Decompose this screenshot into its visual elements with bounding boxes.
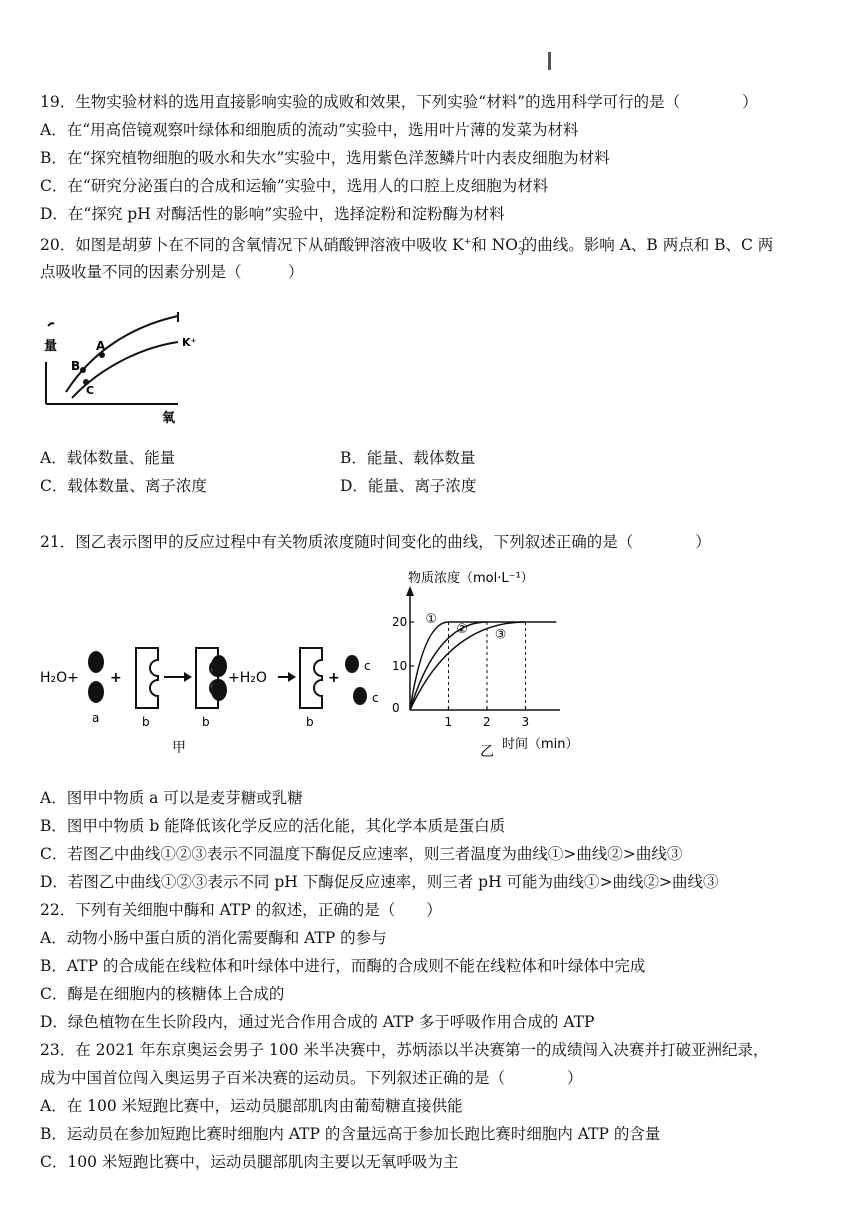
no3-curve	[66, 316, 178, 392]
x-tick-2: 2	[483, 715, 491, 729]
q20-option-b: B．能量、载体数量	[340, 449, 476, 467]
q20-option-c: C．载体数量、离子浓度	[40, 477, 207, 495]
q19-stem: 19．生物实验材料的选用直接影响实验的成败和效果，下列实验“材料”的选用科学可行的是（ ）	[40, 93, 758, 111]
q21-stem: 21．图乙表示图甲的反应过程中有关物质浓度随时间变化的曲线，下列叙述正确的是（ ）	[40, 533, 711, 551]
point-b-dot	[80, 367, 86, 373]
label-b-1: b	[142, 715, 150, 729]
q19-option-a: A．在“用高倍镜观察叶绿体和细胞质的流动”实验中，选用叶片薄的发菜为材料	[40, 121, 579, 139]
plus-sign-2: +	[328, 670, 340, 686]
q23-stem-line2: 成为中国首位闯入奥运男子百米决赛的运动员。下列叙述正确的是（ ）	[40, 1069, 583, 1087]
q21-option-d: D．若图乙中曲线①②③表示不同 pH 下酶促反应速率，则三者 pH 可能为曲线①>曲线②>曲线③	[40, 873, 719, 891]
q23-option-a: A．在 100 米短跑比赛中，运动员腿部肌肉由葡萄糖直接供能	[40, 1097, 463, 1115]
x-tick-0: 0	[392, 701, 400, 715]
curve-label-2: ②	[456, 622, 468, 637]
q22-option-d: D．绿色植物在生长阶段内，通过光合作用合成的 ATP 多于呼吸作用合成的 ATP	[40, 1013, 595, 1031]
q23-stem-line1: 23．在 2021 年东京奥运会男子 100 米半决赛中，苏炳添以半决赛第一的成绩闯入决赛并打破亚洲纪录，	[40, 1041, 769, 1059]
x-axis-label: 氧	[162, 411, 176, 426]
q20-stem-line2: 点吸收量不同的因素分别是（ ）	[40, 263, 304, 281]
label-c-1: c	[364, 659, 371, 673]
q19-option-b: B．在“探究植物细胞的吸水和失水”实验中，选用紫色洋葱鳞片叶内表皮细胞为材料	[40, 149, 610, 167]
point-b-label: B	[71, 359, 81, 373]
q22-option-c: C．酶是在细胞内的核糖体上合成的	[40, 985, 285, 1003]
label-c-2: c	[372, 691, 379, 705]
q21-chart-yi	[380, 566, 580, 762]
enzyme-b-3	[300, 648, 322, 708]
q22-stem: 22．下列有关细胞中酶和 ATP 的叙述，正确的是（ ）	[40, 901, 442, 919]
label-b-3: b	[306, 715, 314, 729]
q20-uptake-graph	[38, 308, 198, 428]
q20-option-a: A．载体数量、能量	[40, 449, 176, 467]
caption-jia: 甲	[172, 740, 186, 756]
q23-option-b: B．运动员在参加短跑比赛时细胞内 ATP 的含量远高于参加长跑比赛时细胞内 ATP 的含量	[40, 1125, 661, 1143]
label-b-2: b	[202, 715, 210, 729]
point-c-label: C	[86, 384, 95, 397]
q19-option-c: C．在“研究分泌蛋白的合成和运输”实验中，选用人的口腔上皮细胞为材料	[40, 177, 549, 195]
q22-option-a: A．动物小肠中蛋白质的消化需要酶和 ATP 的参与	[40, 929, 387, 947]
q23-option-c: C．100 米短跑比赛中，运动员腿部肌肉主要以无氧呼吸为主	[40, 1153, 459, 1171]
h2o-label-2: +H₂O	[228, 670, 267, 686]
x-tick-1: 1	[444, 715, 453, 729]
q19-option-d: D．在“探究 pH 对酶活性的影响”实验中，选择淀粉和淀粉酶为材料	[40, 205, 505, 223]
y-tick-20: 20	[392, 615, 408, 629]
chart-caption: 乙	[480, 744, 494, 760]
y-tick-10: 10	[392, 659, 408, 673]
enzyme-b-1	[136, 648, 158, 708]
curve-label-1: ①	[425, 611, 438, 627]
q20-stem-line1: 20．如图是胡萝卜在不同的含氧情况下从硝酸钾溶液中吸收 K+和 $NO_3^-$的曲线。影响 A、B 两点和 B、C 两	[40, 236, 774, 258]
label-a: a	[92, 711, 100, 725]
x-tick-3: 3	[521, 715, 530, 729]
q21-option-a: A．图甲中物质 a 可以是麦芽糖或乳糖	[40, 789, 303, 807]
substrate-a	[88, 651, 104, 703]
q21-option-c: C．若图乙中曲线①②③表示不同温度下酶促反应速率，则三者温度为曲线①>曲线②>曲线③	[40, 845, 683, 863]
chart-ylabel: 物质浓度（mol·L⁻¹）	[408, 571, 534, 586]
top-marker	[548, 52, 551, 70]
point-a-label: A	[96, 339, 106, 353]
chart-xlabel: 时间（min）	[502, 737, 579, 752]
q21-diagram-jia	[38, 630, 393, 760]
curve-label-3: ③	[494, 627, 507, 643]
plus-sign-1: +	[110, 670, 122, 686]
h2o-label: H₂O+	[40, 670, 79, 686]
q21-option-b: B．图甲中物质 b 能降低该化学反应的活化能，其化学本质是蛋白质	[40, 817, 506, 835]
q22-option-b: B．ATP 的合成能在线粒体和叶绿体中进行，而酶的合成则不能在线粒体和叶绿体中完成	[40, 957, 646, 975]
k-curve-label: K⁺	[182, 336, 197, 349]
y-axis-label: 量	[44, 339, 58, 354]
q20-option-d: D．能量、离子浓度	[340, 477, 477, 495]
